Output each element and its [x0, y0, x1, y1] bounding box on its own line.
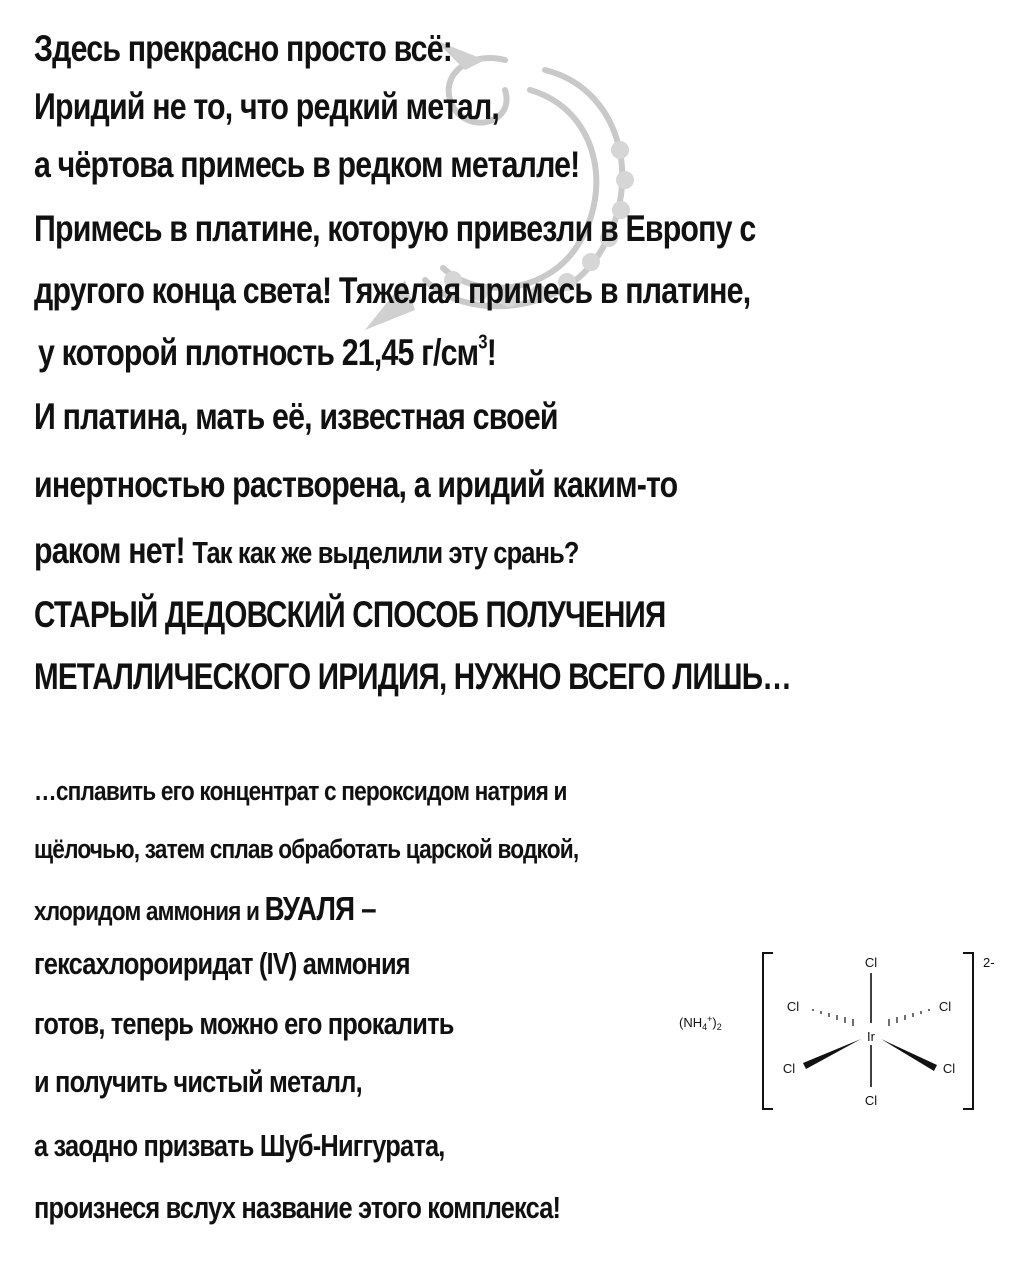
text-line-10: СТАРЫЙ ДЕДОВСКИЙ СПОСОБ ПОЛУЧЕНИЯ	[34, 594, 666, 635]
text-line-2: Иридий не то, что редкий метал,	[34, 86, 500, 127]
text-line-5: другого конца света! Тяжелая примесь в платине,	[34, 270, 751, 311]
wedge-bond-left	[803, 1039, 861, 1069]
chlorine-upper-right: Cl	[938, 999, 952, 1014]
text-line-15: гексахлороиридат (IV) аммония	[34, 946, 410, 981]
text-line-6	[38, 332, 496, 374]
text-line-1: Здесь прекрасно просто всё:	[34, 28, 453, 69]
ammonium-cation: $(NH_4^+)_2$	[679, 1014, 722, 1032]
chlorine-lower-right: Cl	[942, 1061, 956, 1076]
text-line-4: Примесь в платине, которую привезли в Европу с	[34, 208, 756, 249]
text-line-14	[34, 890, 376, 928]
line-9-part-b: Так как же выделили эту срань?	[192, 535, 579, 570]
complex-charge: 2-	[983, 955, 995, 970]
chlorine-top: Cl	[864, 955, 878, 970]
chlorine-upper-left: Cl	[786, 999, 800, 1014]
wedge-bond-right	[881, 1039, 937, 1071]
text-line-16: готов, теперь можно его прокалить	[34, 1006, 454, 1041]
chlorine-lower-left: Cl	[782, 1061, 796, 1076]
hashed-bond-right	[889, 1009, 929, 1026]
iridium-atom: Ir	[867, 1029, 875, 1044]
line-14-part-a: хлоридом аммония и	[34, 896, 265, 926]
text-line-13: щёлочью, затем сплав обработать царской водкой,	[34, 834, 579, 864]
text-line-7: И платина, мать её, известная своей	[34, 396, 558, 437]
chlorine-bottom: Cl	[864, 1093, 878, 1108]
right-bracket	[963, 953, 973, 1109]
text-line-9	[34, 530, 579, 572]
text-line-17: и получить чистый металл,	[34, 1064, 362, 1099]
left-bracket	[763, 953, 773, 1109]
cubic-superscript: 3	[478, 331, 487, 354]
line-9-part-a: раком нет!	[34, 530, 193, 571]
text-line-11: МЕТАЛЛИЧЕСКОГО ИРИДИЯ, НУЖНО ВСЕГО ЛИШЬ…	[34, 656, 792, 697]
exclamation: !	[486, 332, 497, 373]
hashed-bond-left	[813, 1009, 853, 1026]
text-line-18: а заодно призвать Шуб-Ниггурата,	[34, 1128, 445, 1163]
text-line-3: а чёртова примесь в редком металле!	[34, 144, 580, 185]
voila-word: ВУАЛЯ –	[264, 890, 376, 927]
text-line-12: …сплавить его концентрат с пероксидом натрия и	[34, 776, 567, 806]
text-line-8: инертностью растворена, а иридий каким-то	[34, 464, 678, 505]
text-line-19: произнеся вслух название этого комплекса!	[34, 1190, 561, 1225]
density-text: у которой плотность 21,45 г/см	[38, 332, 479, 373]
hexachloroiridate-structure	[675, 945, 1015, 1120]
